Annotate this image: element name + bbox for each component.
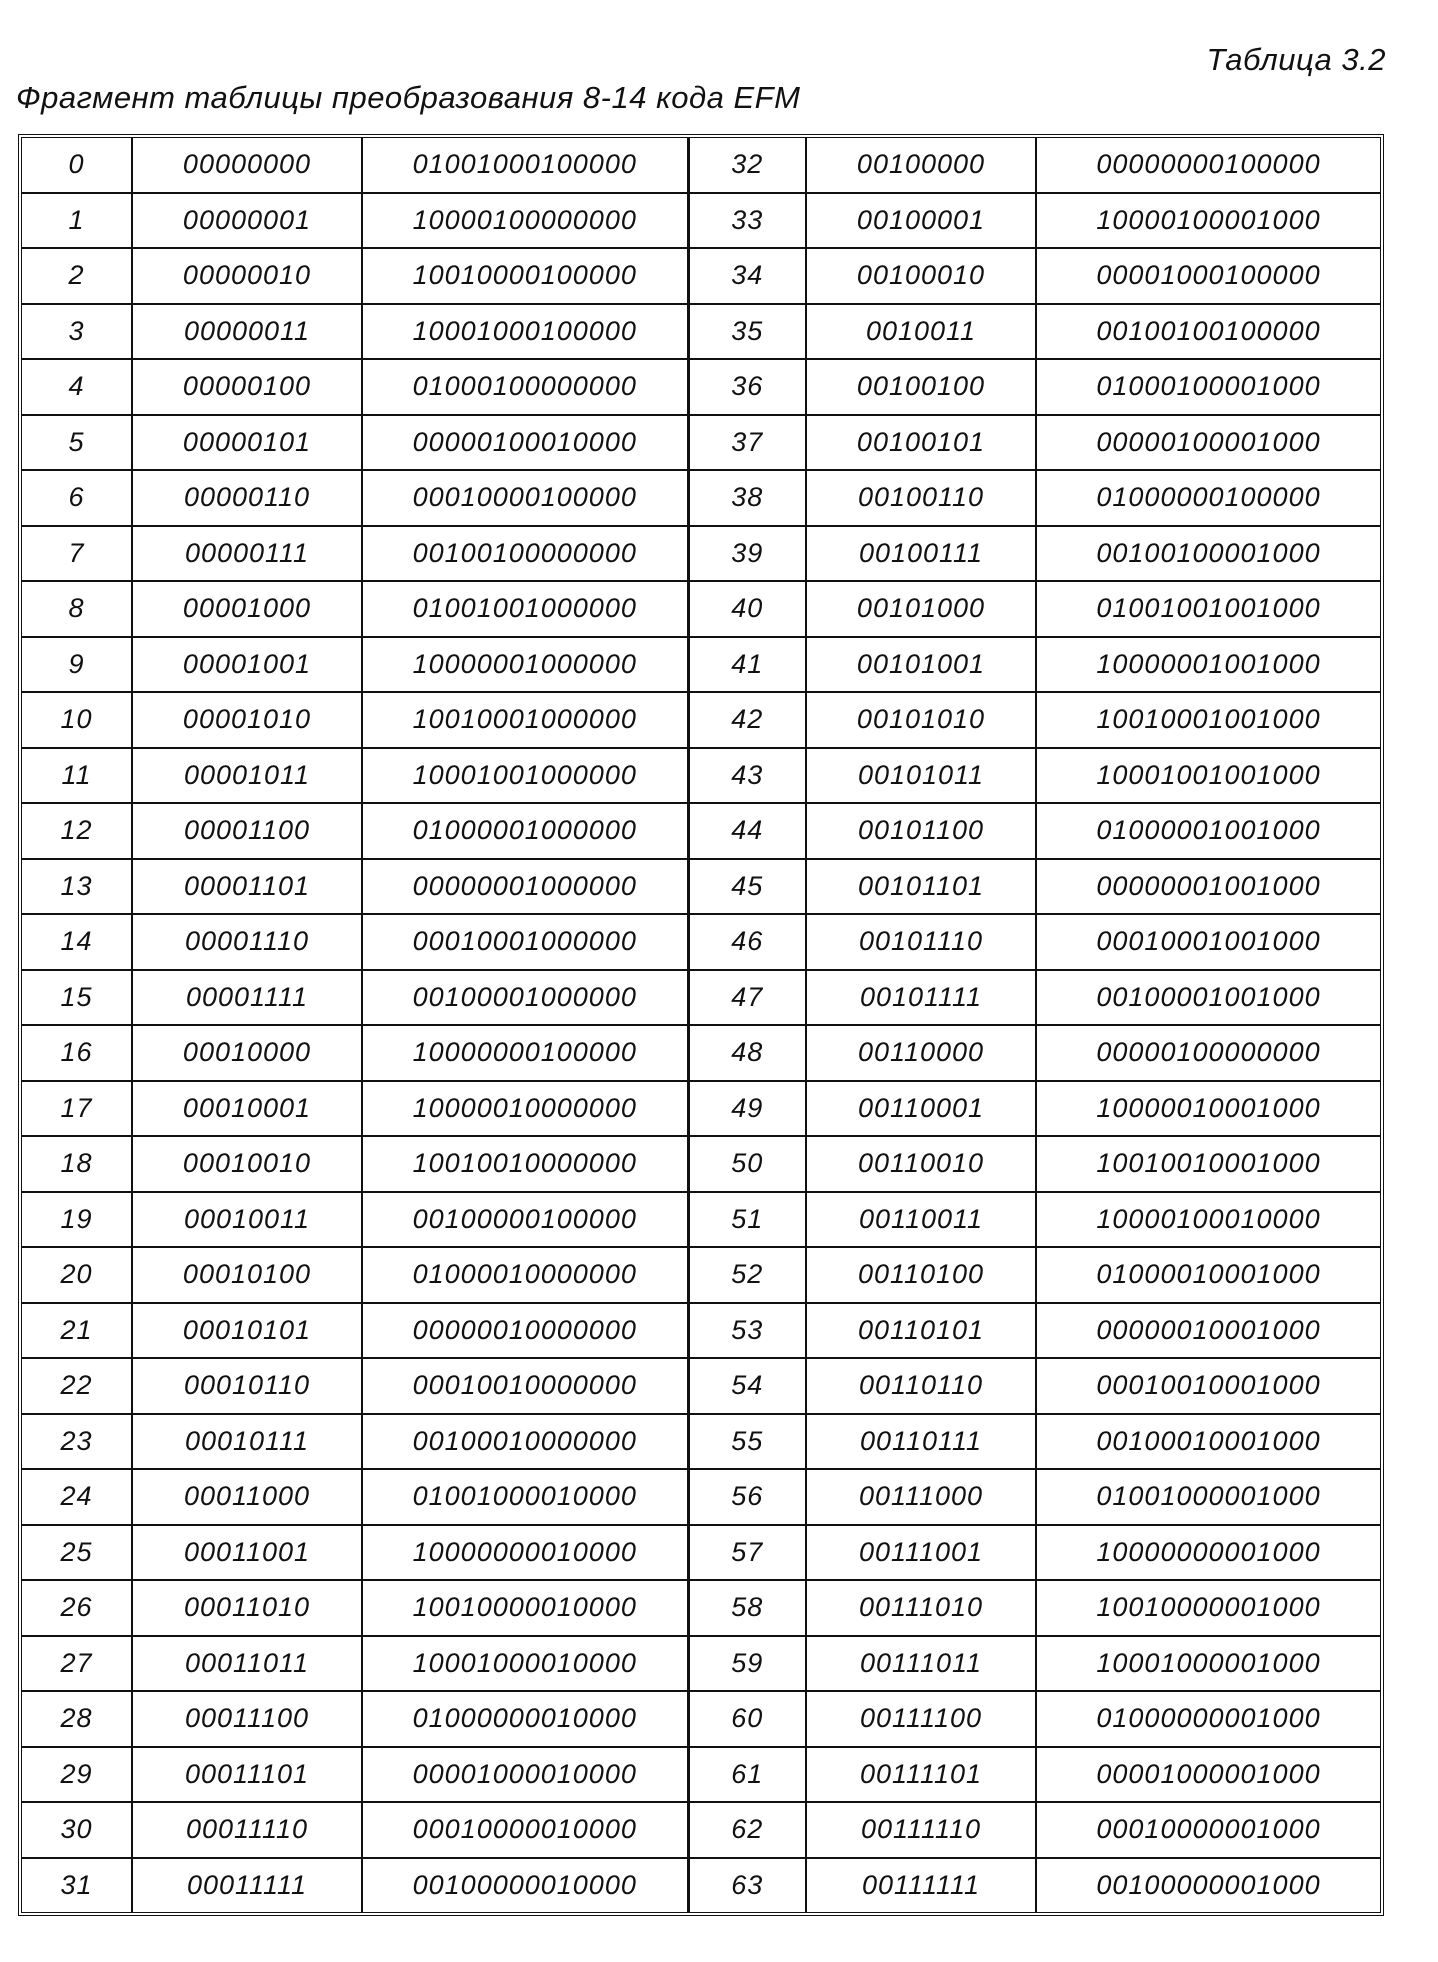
right-index-cell: 47 <box>688 970 806 1026</box>
right-efm-code-cell: 00000100000000 <box>1036 1025 1380 1081</box>
left-efm-code-cell: 00010000010000 <box>362 1802 688 1858</box>
right-index-cell: 32 <box>688 138 806 193</box>
table-row <box>22 304 1380 360</box>
table-row <box>22 1192 1380 1248</box>
table-row <box>22 470 1380 526</box>
left-efm-code-cell: 01000001000000 <box>362 803 688 859</box>
right-index-cell: 38 <box>688 470 806 526</box>
table-row <box>22 1525 1380 1581</box>
table-row <box>22 193 1380 249</box>
left-index-cell: 17 <box>22 1081 132 1137</box>
right-index-cell: 41 <box>688 637 806 693</box>
left-index-cell: 27 <box>22 1636 132 1692</box>
left-index-cell: 8 <box>22 581 132 637</box>
right-efm-code-cell: 00001000100000 <box>1036 248 1380 304</box>
right-data-word-cell: 00110101 <box>806 1303 1036 1359</box>
left-data-word-cell: 00010100 <box>132 1247 362 1303</box>
left-index-cell: 4 <box>22 359 132 415</box>
left-index-cell: 19 <box>22 1192 132 1248</box>
left-index-cell: 26 <box>22 1580 132 1636</box>
right-data-word-cell: 00100000 <box>806 138 1036 193</box>
left-data-word-cell: 00011100 <box>132 1691 362 1747</box>
left-efm-code-cell: 10000100000000 <box>362 193 688 249</box>
right-data-word-cell: 00110111 <box>806 1414 1036 1470</box>
efm-conversion-table <box>22 138 1380 1912</box>
left-efm-code-cell: 01000000010000 <box>362 1691 688 1747</box>
table-row <box>22 1802 1380 1858</box>
left-efm-code-cell: 00010000100000 <box>362 470 688 526</box>
left-data-word-cell: 00010000 <box>132 1025 362 1081</box>
right-efm-code-cell: 00010000001000 <box>1036 1802 1380 1858</box>
right-index-cell: 39 <box>688 526 806 582</box>
left-index-cell: 29 <box>22 1747 132 1803</box>
left-data-word-cell: 00001001 <box>132 637 362 693</box>
right-efm-code-cell: 10000010001000 <box>1036 1081 1380 1137</box>
right-data-word-cell: 00100110 <box>806 470 1036 526</box>
table-row <box>22 914 1380 970</box>
right-efm-code-cell: 01000001001000 <box>1036 803 1380 859</box>
right-data-word-cell: 00110110 <box>806 1358 1036 1414</box>
left-index-cell: 0 <box>22 138 132 193</box>
right-index-cell: 37 <box>688 415 806 471</box>
right-index-cell: 58 <box>688 1580 806 1636</box>
left-index-cell: 7 <box>22 526 132 582</box>
right-efm-code-cell: 10000100001000 <box>1036 193 1380 249</box>
right-data-word-cell: 00111000 <box>806 1469 1036 1525</box>
right-index-cell: 61 <box>688 1747 806 1803</box>
right-data-word-cell: 00111101 <box>806 1747 1036 1803</box>
right-data-word-cell: 00101011 <box>806 748 1036 804</box>
left-data-word-cell: 00000110 <box>132 470 362 526</box>
table-row <box>22 581 1380 637</box>
table-row <box>22 692 1380 748</box>
right-data-word-cell: 00111110 <box>806 1802 1036 1858</box>
left-data-word-cell: 00010010 <box>132 1136 362 1192</box>
left-data-word-cell: 00001000 <box>132 581 362 637</box>
right-data-word-cell: 00101110 <box>806 914 1036 970</box>
left-efm-code-cell: 01001000100000 <box>362 138 688 193</box>
table-row <box>22 1636 1380 1692</box>
table-row <box>22 1858 1380 1913</box>
right-efm-code-cell: 10010001001000 <box>1036 692 1380 748</box>
right-efm-code-cell: 10001001001000 <box>1036 748 1380 804</box>
left-index-cell: 22 <box>22 1358 132 1414</box>
left-efm-code-cell: 01000010000000 <box>362 1247 688 1303</box>
left-index-cell: 9 <box>22 637 132 693</box>
table-row <box>22 1081 1380 1137</box>
left-efm-code-cell: 00010001000000 <box>362 914 688 970</box>
right-data-word-cell: 00111010 <box>806 1580 1036 1636</box>
right-index-cell: 63 <box>688 1858 806 1913</box>
left-index-cell: 23 <box>22 1414 132 1470</box>
right-data-word-cell: 00111111 <box>806 1858 1036 1913</box>
left-data-word-cell: 00010001 <box>132 1081 362 1137</box>
right-efm-code-cell: 10000100010000 <box>1036 1192 1380 1248</box>
table-row <box>22 1025 1380 1081</box>
left-index-cell: 20 <box>22 1247 132 1303</box>
left-efm-code-cell: 00100100000000 <box>362 526 688 582</box>
right-index-cell: 42 <box>688 692 806 748</box>
right-data-word-cell: 0010011 <box>806 304 1036 360</box>
table-row <box>22 1247 1380 1303</box>
right-efm-code-cell: 00010001001000 <box>1036 914 1380 970</box>
right-index-cell: 52 <box>688 1247 806 1303</box>
right-efm-code-cell: 00010010001000 <box>1036 1358 1380 1414</box>
left-efm-code-cell: 10001000100000 <box>362 304 688 360</box>
left-data-word-cell: 00010111 <box>132 1414 362 1470</box>
right-efm-code-cell: 00000100001000 <box>1036 415 1380 471</box>
left-index-cell: 25 <box>22 1525 132 1581</box>
left-data-word-cell: 00001011 <box>132 748 362 804</box>
right-efm-code-cell: 00000000100000 <box>1036 138 1380 193</box>
left-efm-code-cell: 10010001000000 <box>362 692 688 748</box>
left-index-cell: 10 <box>22 692 132 748</box>
table-row <box>22 1303 1380 1359</box>
left-data-word-cell: 00011010 <box>132 1580 362 1636</box>
table-row <box>22 748 1380 804</box>
table-row <box>22 1747 1380 1803</box>
table-row <box>22 1691 1380 1747</box>
right-data-word-cell: 00101000 <box>806 581 1036 637</box>
right-efm-code-cell: 01000000001000 <box>1036 1691 1380 1747</box>
left-efm-code-cell: 10000010000000 <box>362 1081 688 1137</box>
left-index-cell: 12 <box>22 803 132 859</box>
left-index-cell: 14 <box>22 914 132 970</box>
right-index-cell: 60 <box>688 1691 806 1747</box>
right-data-word-cell: 00100010 <box>806 248 1036 304</box>
right-index-cell: 50 <box>688 1136 806 1192</box>
left-efm-code-cell: 00100000010000 <box>362 1858 688 1913</box>
right-index-cell: 55 <box>688 1414 806 1470</box>
left-efm-code-cell: 00100000100000 <box>362 1192 688 1248</box>
table-row <box>22 526 1380 582</box>
right-data-word-cell: 00100001 <box>806 193 1036 249</box>
table-row <box>22 803 1380 859</box>
left-data-word-cell: 00011110 <box>132 1802 362 1858</box>
left-efm-code-cell: 10001000010000 <box>362 1636 688 1692</box>
right-data-word-cell: 00110100 <box>806 1247 1036 1303</box>
left-index-cell: 13 <box>22 859 132 915</box>
right-data-word-cell: 00101101 <box>806 859 1036 915</box>
right-index-cell: 59 <box>688 1636 806 1692</box>
right-data-word-cell: 00110011 <box>806 1192 1036 1248</box>
left-index-cell: 1 <box>22 193 132 249</box>
left-efm-code-cell: 00000010000000 <box>362 1303 688 1359</box>
right-data-word-cell: 00100100 <box>806 359 1036 415</box>
right-efm-code-cell: 01001001001000 <box>1036 581 1380 637</box>
left-index-cell: 16 <box>22 1025 132 1081</box>
left-efm-code-cell: 00100010000000 <box>362 1414 688 1470</box>
right-index-cell: 56 <box>688 1469 806 1525</box>
table-row <box>22 859 1380 915</box>
right-efm-code-cell: 10000000001000 <box>1036 1525 1380 1581</box>
right-data-word-cell: 00100111 <box>806 526 1036 582</box>
right-index-cell: 46 <box>688 914 806 970</box>
right-efm-code-cell: 00000001001000 <box>1036 859 1380 915</box>
right-efm-code-cell: 10010010001000 <box>1036 1136 1380 1192</box>
right-data-word-cell: 00110001 <box>806 1081 1036 1137</box>
left-data-word-cell: 00010011 <box>132 1192 362 1248</box>
left-efm-code-cell: 00001000010000 <box>362 1747 688 1803</box>
left-efm-code-cell: 00000001000000 <box>362 859 688 915</box>
right-index-cell: 51 <box>688 1192 806 1248</box>
right-index-cell: 45 <box>688 859 806 915</box>
table-number-label: Таблица 3.2 <box>1206 42 1386 77</box>
left-data-word-cell: 00011011 <box>132 1636 362 1692</box>
left-data-word-cell: 00000011 <box>132 304 362 360</box>
right-data-word-cell: 00101100 <box>806 803 1036 859</box>
left-data-word-cell: 00000111 <box>132 526 362 582</box>
left-efm-code-cell: 10000000010000 <box>362 1525 688 1581</box>
left-efm-code-cell: 10010000010000 <box>362 1580 688 1636</box>
left-data-word-cell: 00011000 <box>132 1469 362 1525</box>
right-data-word-cell: 00110000 <box>806 1025 1036 1081</box>
right-data-word-cell: 00111001 <box>806 1525 1036 1581</box>
left-data-word-cell: 00010101 <box>132 1303 362 1359</box>
table-row <box>22 1358 1380 1414</box>
left-efm-code-cell: 00100001000000 <box>362 970 688 1026</box>
right-efm-code-cell: 01001000001000 <box>1036 1469 1380 1525</box>
left-index-cell: 6 <box>22 470 132 526</box>
right-efm-code-cell: 10001000001000 <box>1036 1636 1380 1692</box>
right-index-cell: 62 <box>688 1802 806 1858</box>
left-efm-code-cell: 10001001000000 <box>362 748 688 804</box>
right-efm-code-cell: 01000010001000 <box>1036 1247 1380 1303</box>
table-row <box>22 637 1380 693</box>
right-index-cell: 40 <box>688 581 806 637</box>
right-data-word-cell: 00111100 <box>806 1691 1036 1747</box>
left-data-word-cell: 00000001 <box>132 193 362 249</box>
left-index-cell: 31 <box>22 1858 132 1913</box>
left-data-word-cell: 00000101 <box>132 415 362 471</box>
left-data-word-cell: 00000010 <box>132 248 362 304</box>
right-efm-code-cell: 10000001001000 <box>1036 637 1380 693</box>
efm-table-body <box>22 138 1380 1912</box>
left-data-word-cell: 00000100 <box>132 359 362 415</box>
left-data-word-cell: 00001111 <box>132 970 362 1026</box>
table-title: Фрагмент таблицы преобразования 8-14 кода EFM <box>16 80 801 115</box>
left-efm-code-cell: 00000100010000 <box>362 415 688 471</box>
table-row <box>22 970 1380 1026</box>
left-efm-code-cell: 01001001000000 <box>362 581 688 637</box>
left-data-word-cell: 00001110 <box>132 914 362 970</box>
left-data-word-cell: 00011101 <box>132 1747 362 1803</box>
table-row <box>22 1580 1380 1636</box>
left-data-word-cell: 00010110 <box>132 1358 362 1414</box>
table-row <box>22 138 1380 193</box>
left-efm-code-cell: 10000000100000 <box>362 1025 688 1081</box>
left-data-word-cell: 00011001 <box>132 1525 362 1581</box>
right-data-word-cell: 00111011 <box>806 1636 1036 1692</box>
right-efm-code-cell: 00100001001000 <box>1036 970 1380 1026</box>
left-index-cell: 28 <box>22 1691 132 1747</box>
right-index-cell: 57 <box>688 1525 806 1581</box>
right-data-word-cell: 00100101 <box>806 415 1036 471</box>
right-efm-code-cell: 10010000001000 <box>1036 1580 1380 1636</box>
right-efm-code-cell: 00100100001000 <box>1036 526 1380 582</box>
right-efm-code-cell: 00100000001000 <box>1036 1858 1380 1913</box>
left-index-cell: 18 <box>22 1136 132 1192</box>
table-row <box>22 415 1380 471</box>
table-row <box>22 1469 1380 1525</box>
left-data-word-cell: 00000000 <box>132 138 362 193</box>
table-row <box>22 359 1380 415</box>
left-efm-code-cell: 10010010000000 <box>362 1136 688 1192</box>
left-efm-code-cell: 01000100000000 <box>362 359 688 415</box>
left-index-cell: 24 <box>22 1469 132 1525</box>
right-efm-code-cell: 00001000001000 <box>1036 1747 1380 1803</box>
left-efm-code-cell: 01001000010000 <box>362 1469 688 1525</box>
right-index-cell: 53 <box>688 1303 806 1359</box>
right-index-cell: 43 <box>688 748 806 804</box>
right-efm-code-cell: 01000000100000 <box>1036 470 1380 526</box>
right-data-word-cell: 00101111 <box>806 970 1036 1026</box>
left-data-word-cell: 00001100 <box>132 803 362 859</box>
left-data-word-cell: 00001010 <box>132 692 362 748</box>
right-index-cell: 33 <box>688 193 806 249</box>
right-efm-code-cell: 00100100100000 <box>1036 304 1380 360</box>
left-data-word-cell: 00011111 <box>132 1858 362 1913</box>
right-index-cell: 35 <box>688 304 806 360</box>
left-index-cell: 3 <box>22 304 132 360</box>
right-efm-code-cell: 00100010001000 <box>1036 1414 1380 1470</box>
right-data-word-cell: 00110010 <box>806 1136 1036 1192</box>
left-efm-code-cell: 10000001000000 <box>362 637 688 693</box>
right-index-cell: 34 <box>688 248 806 304</box>
right-index-cell: 44 <box>688 803 806 859</box>
left-index-cell: 11 <box>22 748 132 804</box>
left-index-cell: 5 <box>22 415 132 471</box>
left-index-cell: 15 <box>22 970 132 1026</box>
right-index-cell: 48 <box>688 1025 806 1081</box>
left-index-cell: 21 <box>22 1303 132 1359</box>
left-index-cell: 30 <box>22 1802 132 1858</box>
right-index-cell: 49 <box>688 1081 806 1137</box>
left-efm-code-cell: 10010000100000 <box>362 248 688 304</box>
right-efm-code-cell: 01000100001000 <box>1036 359 1380 415</box>
right-efm-code-cell: 00000010001000 <box>1036 1303 1380 1359</box>
left-data-word-cell: 00001101 <box>132 859 362 915</box>
right-index-cell: 54 <box>688 1358 806 1414</box>
left-efm-code-cell: 00010010000000 <box>362 1358 688 1414</box>
right-index-cell: 36 <box>688 359 806 415</box>
efm-table-container <box>18 134 1384 1916</box>
right-data-word-cell: 00101010 <box>806 692 1036 748</box>
table-row <box>22 1414 1380 1470</box>
right-data-word-cell: 00101001 <box>806 637 1036 693</box>
table-row <box>22 1136 1380 1192</box>
left-index-cell: 2 <box>22 248 132 304</box>
table-row <box>22 248 1380 304</box>
